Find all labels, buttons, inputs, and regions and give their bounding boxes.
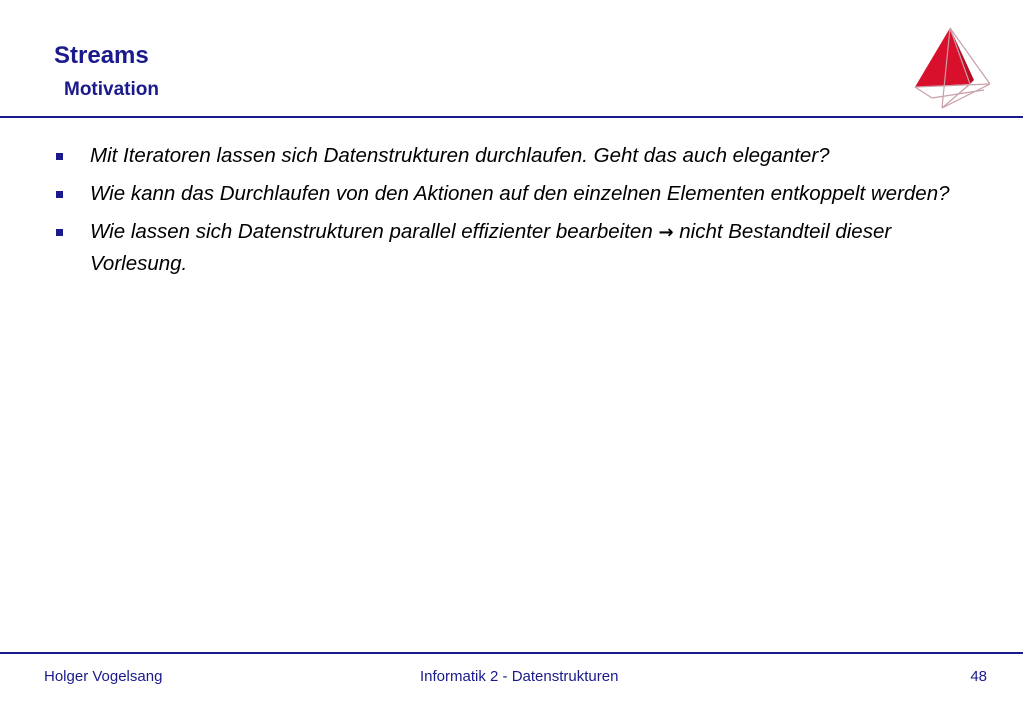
bullet-item [54,216,984,279]
square-bullet-icon [56,191,63,198]
bullet-list [54,140,984,286]
bullet-text: Wie kann das Durchlaufen von den Aktionen auf den einzelnen Elementen entkoppelt werden? [90,182,950,205]
bullet-text: Wie lassen sich Datenstrukturen parallel effizienter bearbeiten [90,220,653,243]
bullet-text: Mit Iteratoren lassen sich Datenstrukturen durchlaufen. Geht das auch eleganter? [90,144,830,167]
bullet-item [54,140,984,171]
bullet-text: nicht Bestandteil dieser Vorlesung. [90,220,892,275]
slide-subtitle: Motivation [64,79,159,100]
slide-title: Streams [54,42,149,69]
square-bullet-icon [56,229,63,236]
right-arrow-icon: → [658,222,674,243]
header-divider [0,116,1023,118]
page-number: 48 [970,668,987,685]
footer-course: Informatik 2 - Datenstrukturen [420,668,619,685]
square-bullet-icon [56,153,63,160]
bullet-item [54,178,984,209]
sail-logo-icon [912,24,992,112]
footer-author: Holger Vogelsang [44,668,163,685]
footer-divider [0,652,1023,654]
